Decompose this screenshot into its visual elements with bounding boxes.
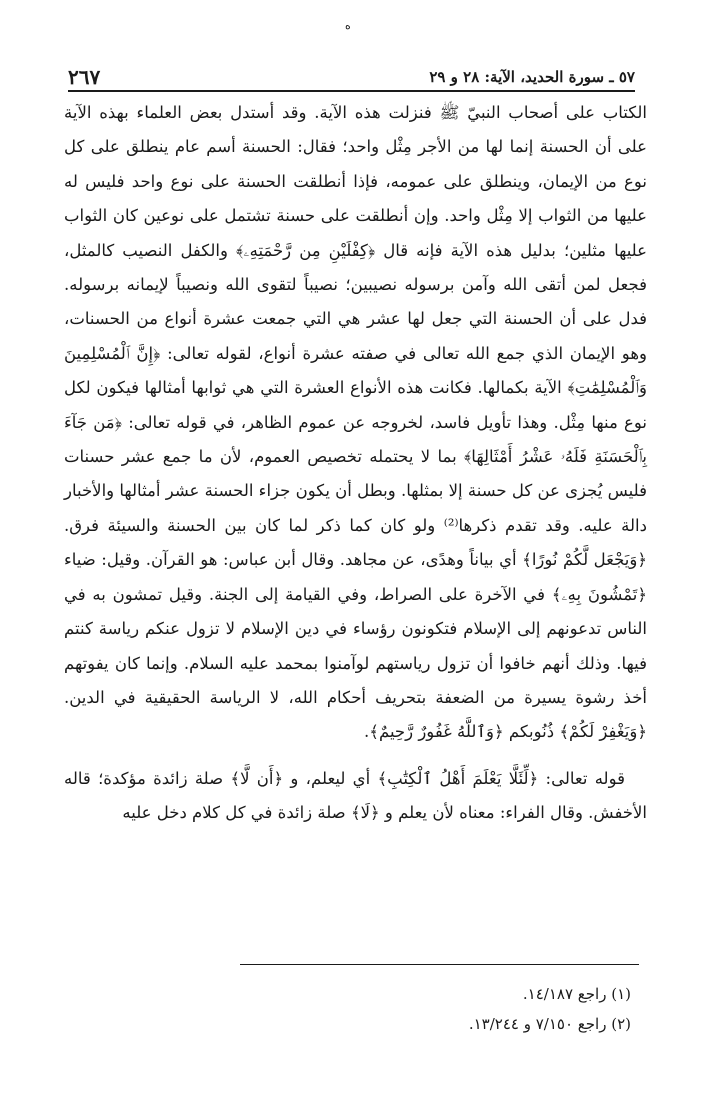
footnotes (240, 964, 639, 1039)
top-ornament-mark: ه (345, 19, 351, 32)
paragraph-1: الكتاب على أصحاب النبيّ ﷺ فنزلت هذه الآية. وقد أستدل بعض العلماء بهذه الآية على أن الحسنة إنما لها من الأجر مِثْل واحد؛ فقال: الحسنة أسم عام ينطلق على كل نوع من الإيمان، وينطلق على عمومه، فإذا أنطلقت الحسنة على نوع واحد فليس له عليها من الثواب إلا مِثْل واحد. وإن أنطلقت على حسنة تشتمل على نوعين كان الثواب عليها مثلين؛ بدليل هذه الآية فإنه قال ﴿كِفْلَيْنِ مِن رَّحْمَتِهِۦ﴾ والكفل النصيب كالمثل، فجعل لمن أتقى الله وآمن برسوله نصيبين؛ نصيباً لتقوى الله ونصيباً لإيمانه برسوله. فدل على أن الحسنة التي جعل لها عشر هي التي جمعت عشرة أنواع من الحسنات، وهو الإيمان الذي جمع الله تعالى في صفته عشرة أنواع، لقوله تعالى: ﴿إِنَّ ٱلْمُسْلِمِينَ وَٱلْمُسْلِمَٰتِ﴾ الآية بكمالها. فكانت هذه الأنواع العشرة التي هي ثوابها أمثالها فيكون لكل نوع منها مِثْل. وهذا تأويل فاسد، لخروجه عن عموم الظاهر، في قوله تعالى: ﴿مَن جَآءَ بِٱلْحَسَنَةِ فَلَهُۥ عَشْرُ أَمْثَالِهَا﴾ بما لا يحتمله تخصيص العموم، لأن ما جمع عشر حسنات فليس يُجزى عن كل حسنة إلا بمثلها. وبطل أن يكون جزاء الحسنة عشر أمثالها والأخبار دالة عليه. وقد تقدم ذكرها⁽²⁾ ولو كان كما ذكر لما كان بين الحسنة والسيئة فرق. ﴿وَيَجْعَل لَّكُمْ نُورًا﴾ أي بياناً وهدًى، عن مجاهد. وقال أبن عباس: هو القرآن. وقيل: ضياء ﴿تَمْشُونَ بِهِۦ﴾ في الآخرة على الصراط، وفي القيامة إلى الجنة. وقيل تمشون به في الناس تدعونهم إلى الإسلام فتكونون رؤساء في دين الإسلام لا تزول عنكم رياسة كنتم فيها. وذلك أنهم خافوا أن تزول رياستهم لوآمنوا بمحمد عليه السلام. وإنما كان يفوتهم أخذ رشوة يسيرة من الضعفة بتحريف أحكام الله، لا الرياسة الحقيقية في الدين. ﴿وَيَغْفِرْ لَكُمْ﴾ ذُنُوبكم ﴿وَٱللَّهُ غَفُورٌ رَّحِيمٌ﴾. (64, 103, 647, 742)
page-number: ٢٦٧ (68, 65, 101, 89)
running-title: ٥٧ ـ سورة الحديد، الآية: ٢٨ و ٢٩ (429, 68, 635, 86)
main-text (64, 96, 647, 831)
page-header (68, 64, 635, 92)
paragraph-2: قوله تعالى: ﴿لِّئَلَّا يَعْلَمَ أَهْلُ ٱلْكِتَٰبِ﴾ أي ليعلم، و ﴿أَن لَّا﴾ صلة زائدة مؤكدة؛ قاله الأخفش. وقال الفراء: معناه لأن يعلم و ﴿لَا﴾ صلة زائدة في كل كلام دخل عليه (64, 768, 647, 823)
footnote-1: (١) راجع ١٤/١٨٧. (522, 985, 631, 1003)
footnote-2: (٢) راجع ٧/١٥٠ و ١٣/٢٤٤. (468, 1015, 631, 1033)
